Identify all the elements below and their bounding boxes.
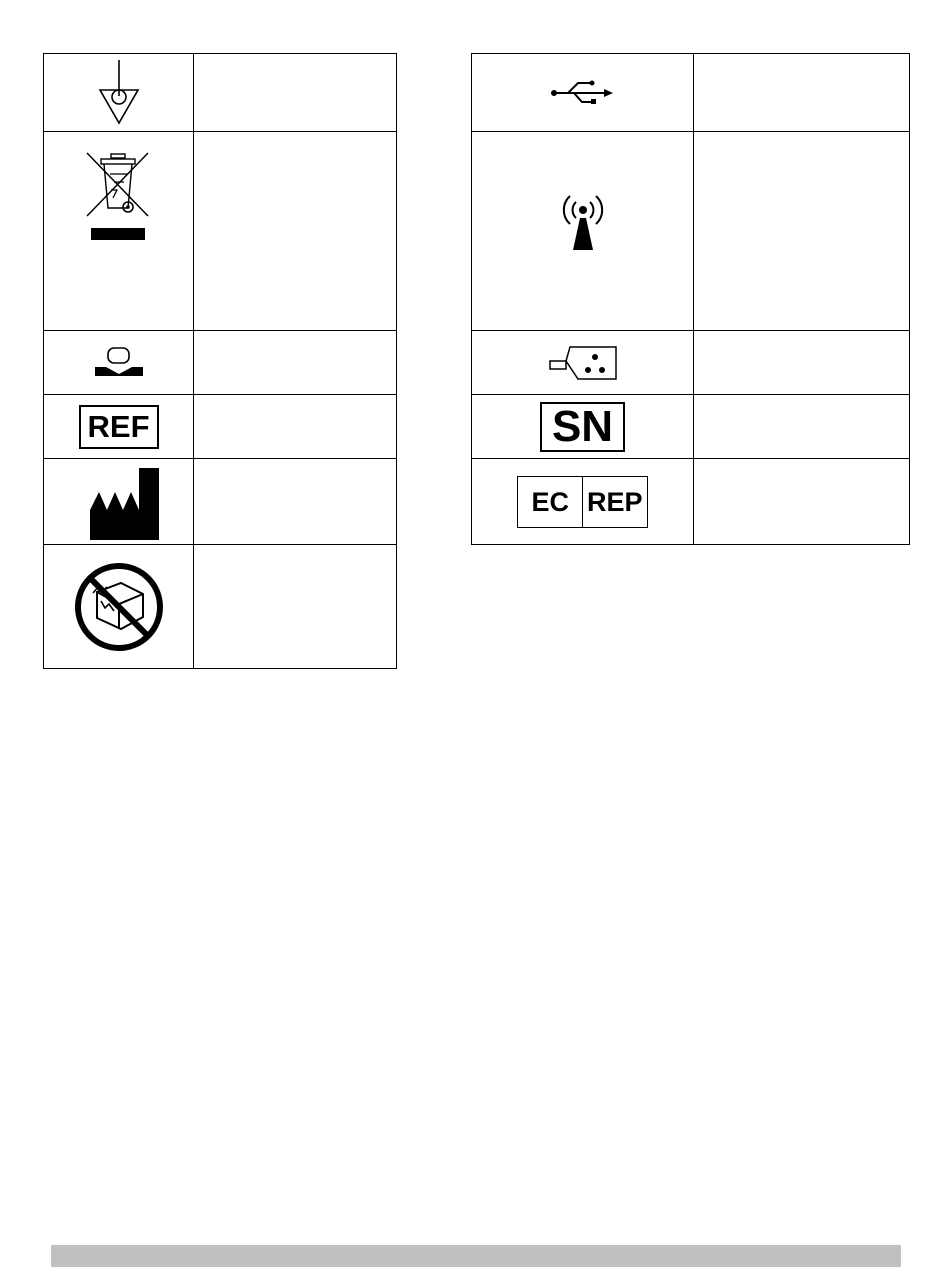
symbol-table-right (471, 53, 910, 545)
symbol-cell (472, 459, 694, 545)
usb-icon (548, 78, 618, 108)
symbol-description (694, 54, 910, 132)
non-ionizing-radiation-icon (555, 188, 611, 254)
symbol-description (194, 545, 397, 669)
symbol-description (694, 331, 910, 395)
symbol-description (194, 54, 397, 132)
symbol-description (694, 395, 910, 459)
serial-connector-icon (547, 343, 619, 383)
symbol-cell (44, 395, 194, 459)
symbol-cell (472, 395, 694, 459)
applied-part-icon (91, 343, 147, 383)
symbol-cell (472, 331, 694, 395)
symbol-description (694, 459, 910, 545)
rep-label: REP (586, 486, 643, 517)
symbol-description (194, 395, 397, 459)
symbol-cell (472, 54, 694, 132)
symbol-cell (44, 545, 194, 669)
symbol-cell (472, 132, 694, 331)
symbol-cell (44, 459, 194, 545)
symbol-description (194, 331, 397, 395)
symbol-description (194, 132, 397, 331)
ec-rep-icon (517, 476, 647, 528)
symbol-cell (44, 54, 194, 132)
serial-number-icon: SN (540, 402, 625, 452)
symbol-cell (44, 331, 194, 395)
ref-catalogue-number-icon: REF (79, 405, 159, 449)
do-not-use-damaged-package-icon (71, 559, 167, 655)
footer-bar (51, 1245, 901, 1267)
ec-label: EC (518, 477, 583, 527)
manufacturer-factory-icon (77, 462, 161, 542)
symbol-table-left (43, 53, 397, 669)
equipotential-icon (89, 58, 149, 128)
symbol-description (694, 132, 910, 331)
symbol-cell (44, 132, 194, 331)
weee-crossed-bin-icon (84, 148, 154, 244)
symbol-description (194, 459, 397, 545)
